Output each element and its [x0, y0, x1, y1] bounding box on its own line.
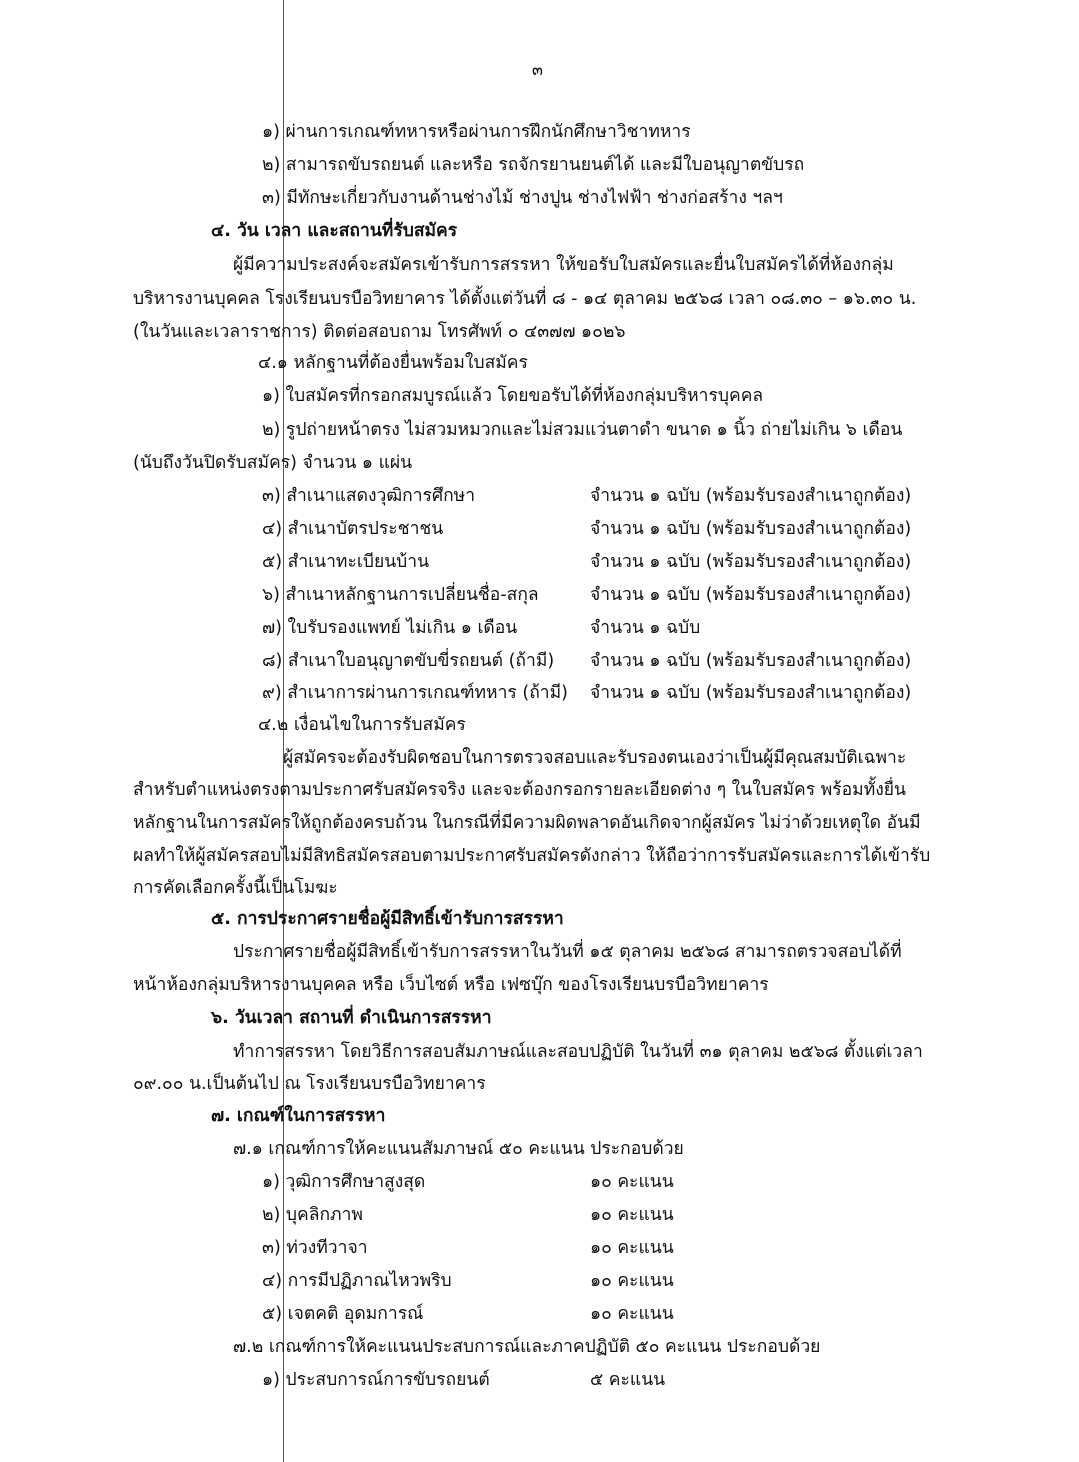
- document-quantity: จำนวน ๑ ฉบับ (พร้อมรับรองสำเนาถูกต้อง): [590, 519, 912, 539]
- paragraph-line: ผู้สมัครจะต้องรับผิดชอบในการตรวจสอบและรับรองตนเองว่าเป็นผู้มีคุณสมบัติเฉพาะ: [283, 748, 907, 768]
- section-heading: ๔. วัน เวลา และสถานที่รับสมัคร: [211, 221, 458, 241]
- criterion-score: ๑๐ คะแนน: [590, 1304, 674, 1324]
- document-quantity: จำนวน ๑ ฉบับ (พร้อมรับรองสำเนาถูกต้อง): [590, 683, 912, 703]
- document-name: ๙) สำเนาการผ่านการเกณฑ์ทหาร (ถ้ามี): [262, 683, 568, 703]
- list-item: ๑) ผ่านการเกณฑ์ทหารหรือผ่านการฝึกนักศึกษาวิชาทหาร: [262, 122, 691, 142]
- paragraph-line: การคัดเลือกครั้งนี้เป็นโมฆะ: [133, 878, 338, 898]
- list-item: ๒) สามารถขับรถยนต์ และหรือ รถจักรยานยนต์ได้ และมีใบอนุญาตขับรถ: [262, 155, 805, 175]
- section-heading: ๕. การประกาศรายชื่อผู้มีสิทธิ์เข้ารับการสรรหา: [211, 909, 564, 929]
- document-quantity: จำนวน ๑ ฉบับ (พร้อมรับรองสำเนาถูกต้อง): [590, 486, 912, 506]
- list-item: (นับถึงวันปิดรับสมัคร) จำนวน ๑ แผ่น: [133, 453, 413, 473]
- document-quantity: จำนวน ๑ ฉบับ (พร้อมรับรองสำเนาถูกต้อง): [590, 552, 912, 572]
- list-item: ๓) มีทักษะเกี่ยวกับงานด้านช่างไม้ ช่างปูน ช่างไฟฟ้า ช่างก่อสร้าง ฯลฯ: [262, 188, 783, 208]
- list-item: ๒) รูปถ่ายหน้าตรง ไม่สวมหมวกและไม่สวมแว่นตาดำ ขนาด ๑ นิ้ว ถ่ายไม่เกิน ๖ เดือน: [262, 420, 903, 440]
- paragraph-line: บริหารงานบุคคล โรงเรียนบรบือวิทยาคาร ได้ตั้งแต่วันที่ ๘ - ๑๔ ตุลาคม ๒๕๖๘ เวลา ๐๘.๓๐ – ๑๖.๓๐ น.: [133, 289, 917, 309]
- criterion-score: ๑๐ คะแนน: [590, 1238, 674, 1258]
- criterion-score: ๑๐ คะแนน: [590, 1271, 674, 1291]
- criterion-score: ๑๐ คะแนน: [590, 1205, 674, 1225]
- paragraph-line: ผู้มีความประสงค์จะสมัครเข้ารับการสรรหา ให้ขอรับใบสมัครและยื่นใบสมัครได้ที่ห้องกลุ่ม: [233, 255, 894, 275]
- subsection-heading: ๔.๑ หลักฐานที่ต้องยื่นพร้อมใบสมัคร: [258, 353, 528, 373]
- subsection-heading: ๗.๑ เกณฑ์การให้คะแนนสัมภาษณ์ ๕๐ คะแนน ประกอบด้วย: [233, 1139, 684, 1159]
- criterion-name: ๑) วุฒิการศึกษาสูงสุด: [262, 1172, 426, 1192]
- paragraph-line: ทำการสรรหา โดยวิธีการสอบสัมภาษณ์และสอบปฏิบัติ ในวันที่ ๓๑ ตุลาคม ๒๕๖๘ ตั้งแต่เวลา: [233, 1042, 923, 1062]
- document-quantity: จำนวน ๑ ฉบับ: [590, 618, 701, 638]
- document-name: ๓) สำเนาแสดงวุฒิการศึกษา: [262, 486, 476, 506]
- criterion-name: ๑) ประสบการณ์การขับรถยนต์: [262, 1370, 490, 1390]
- criterion-name: ๓) ท่วงทีวาจา: [262, 1238, 368, 1258]
- paragraph-line: หน้าห้องกลุ่มบริหารงานบุคคล หรือ เว็บไซต์ หรือ เฟซบุ๊ก ของโรงเรียนบรบือวิทยาคาร: [133, 975, 769, 995]
- section-heading: ๗. เกณฑ์ในการสรรหา: [211, 1106, 386, 1126]
- criterion-name: ๕) เจตคติ อุดมการณ์: [262, 1304, 424, 1324]
- document-name: ๕) สำเนาทะเบียนบ้าน: [262, 552, 430, 572]
- paragraph-line: สำหรับตำแหน่งตรงตามประกาศรับสมัครจริง และจะต้องกรอกรายละเอียดต่าง ๆ ในใบสมัคร พร้อมทั้งยื่น: [133, 780, 907, 800]
- document-name: ๔) สำเนาบัตรประชาชน: [262, 519, 444, 539]
- document-name: ๘) สำเนาใบอนุญาตขับขี่รถยนต์ (ถ้ามี): [262, 651, 555, 671]
- list-item: ๑) ใบสมัครที่กรอกสมบูรณ์แล้ว โดยขอรับได้ที่ห้องกลุ่มบริหารบุคคล: [262, 386, 764, 406]
- criterion-name: ๒) บุคลิกภาพ: [262, 1205, 363, 1225]
- paragraph-line: หลักฐานในการสมัครให้ถูกต้องครบถ้วน ในกรณีที่มีความผิดพลาดอันเกิดจากผู้สมัคร ไม่ว่าด้วยเหตุใด อันมี: [133, 813, 921, 833]
- document-quantity: จำนวน ๑ ฉบับ (พร้อมรับรองสำเนาถูกต้อง): [590, 585, 912, 605]
- section-heading: ๖. วันเวลา สถานที่ ดำเนินการสรรหา: [211, 1008, 492, 1028]
- paragraph-line: ๐๙.๐๐ น.เป็นต้นไป ณ โรงเรียนบรบือวิทยาคาร: [133, 1074, 486, 1094]
- paragraph-line: (ในวันและเวลาราชการ) ติดต่อสอบถาม โทรศัพท์ ๐ ๔๓๗๗ ๑๐๒๖: [133, 322, 626, 342]
- page-number: ๓: [532, 60, 543, 79]
- document-name: ๖) สำเนาหลักฐานการเปลี่ยนชื่อ-สกุล: [262, 585, 539, 605]
- criterion-name: ๔) การมีปฏิภาณไหวพริบ: [262, 1271, 452, 1291]
- subsection-heading: ๗.๒ เกณฑ์การให้คะแนนประสบการณ์และภาคปฏิบัติ ๕๐ คะแนน ประกอบด้วย: [233, 1337, 821, 1357]
- criterion-score: ๕ คะแนน: [590, 1370, 666, 1390]
- paragraph-line: ประกาศรายชื่อผู้มีสิทธิ์เข้ารับการสรรหาในวันที่ ๑๕ ตุลาคม ๒๕๖๘ สามารถตรวจสอบได้ที่: [233, 942, 902, 962]
- document-name: ๗) ใบรับรองแพทย์ ไม่เกิน ๑ เดือน: [262, 618, 518, 638]
- subsection-heading: ๔.๒ เงื่อนไขในการรับสมัคร: [258, 715, 466, 735]
- paragraph-line: ผลทำให้ผู้สมัครสอบไม่มีสิทธิสมัครสอบตามประกาศรับสมัครดังกล่าว ให้ถือว่าการรับสมัครและการได้เข้ารับ: [133, 846, 931, 866]
- criterion-score: ๑๐ คะแนน: [590, 1172, 674, 1192]
- document-quantity: จำนวน ๑ ฉบับ (พร้อมรับรองสำเนาถูกต้อง): [590, 651, 912, 671]
